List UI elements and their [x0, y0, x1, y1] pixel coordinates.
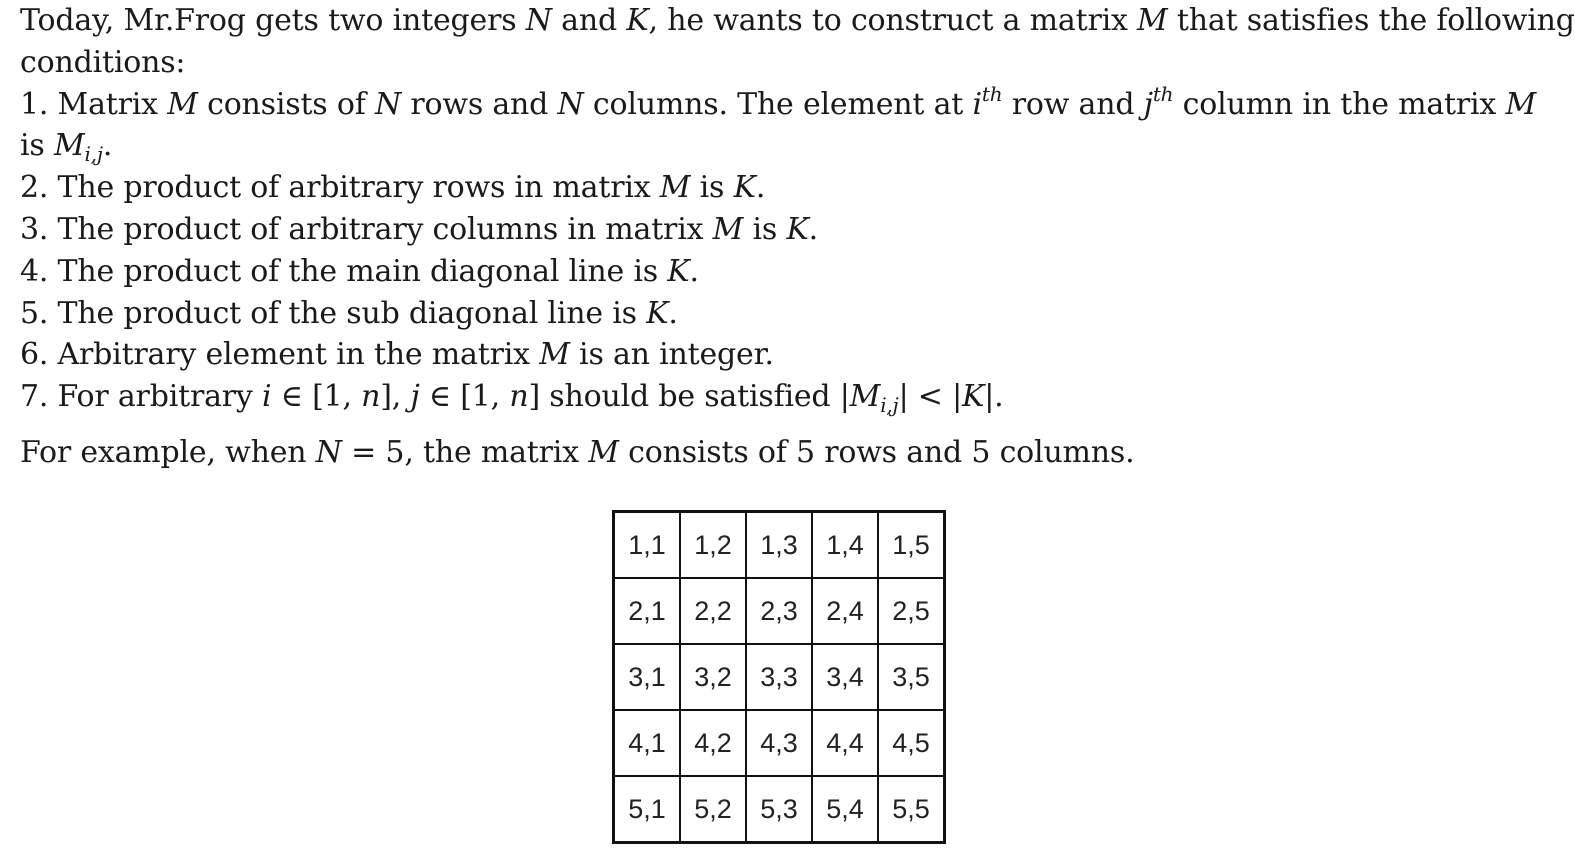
matrix-cell: 5,1	[614, 776, 681, 843]
matrix-cell: 3,2	[680, 644, 746, 710]
condition-text: is	[743, 211, 787, 247]
matrix-cell: 2,2	[680, 578, 746, 644]
var-M: M	[659, 170, 691, 206]
var-M: M	[849, 379, 881, 415]
condition-text: .	[102, 128, 113, 164]
condition-text: columns. The element at	[583, 86, 973, 122]
matrix-row	[614, 644, 945, 710]
condition-text: ∈ [1,	[271, 379, 362, 415]
var-K: K	[667, 253, 690, 289]
var-N: N	[557, 86, 584, 122]
var-N: N	[315, 434, 342, 470]
example-text: For example, when	[20, 434, 316, 470]
matrix-cell: 2,4	[812, 578, 878, 644]
intro-line-1	[20, 0, 1575, 42]
matrix-table	[612, 510, 946, 844]
matrix-cell: 3,4	[812, 644, 878, 710]
condition-text: ∈ [1,	[419, 379, 510, 415]
condition-text: 5. The product of the sub diagonal line is	[20, 295, 647, 331]
condition-text: is an integer.	[569, 337, 774, 373]
var-K: K	[786, 211, 809, 247]
matrix-cell: 1,3	[746, 512, 812, 579]
condition-text: 2. The product of arbitrary rows in matrix	[20, 170, 660, 206]
condition-3	[20, 209, 1560, 251]
condition-text: 3. The product of arbitrary columns in matrix	[20, 211, 713, 247]
matrix-cell: 5,2	[680, 776, 746, 843]
subscript-ij: i,j	[84, 142, 103, 167]
condition-6	[20, 334, 1560, 376]
condition-1-line-1	[20, 81, 1560, 126]
var-N: N	[525, 3, 552, 38]
var-n: n	[509, 379, 529, 415]
condition-text: is	[20, 128, 54, 164]
var-K: K	[733, 170, 756, 206]
var-K: K	[962, 379, 985, 415]
matrix-cell: 2,5	[878, 578, 945, 644]
example-text: = 5, the matrix	[341, 434, 589, 470]
condition-text: .	[689, 253, 699, 289]
matrix-cell: 4,4	[812, 710, 878, 776]
condition-text: 7. For arbitrary	[20, 379, 263, 415]
condition-7	[20, 376, 1560, 418]
var-j: j	[410, 379, 420, 415]
matrix-cell: 1,4	[812, 512, 878, 579]
condition-text: 4. The product of the main diagonal line is	[20, 253, 668, 289]
problem-statement	[20, 0, 1575, 474]
matrix-cell: 5,5	[878, 776, 945, 843]
example-sentence	[20, 432, 1560, 474]
condition-1-line-2	[20, 125, 1560, 167]
condition-text: | < |	[898, 379, 962, 415]
matrix-cell: 4,5	[878, 710, 945, 776]
matrix-cell: 4,2	[680, 710, 746, 776]
matrix-cell: 3,3	[746, 644, 812, 710]
matrix-cell: 4,3	[746, 710, 812, 776]
intro-text: , he wants to construct a matrix	[648, 3, 1138, 38]
condition-4	[20, 251, 1560, 293]
var-M: M	[167, 86, 198, 122]
matrix-cell: 2,1	[614, 578, 681, 644]
var-M: M	[712, 211, 744, 247]
var-M: M	[539, 337, 570, 373]
matrix-row	[614, 776, 945, 843]
matrix-cell: 5,4	[812, 776, 878, 843]
intro-text: Today, Mr.Frog gets two integers	[20, 3, 526, 38]
var-M: M	[53, 128, 85, 164]
condition-2	[20, 167, 1560, 209]
matrix-cell: 1,1	[614, 512, 681, 579]
condition-text: is	[690, 170, 734, 206]
matrix-cell: 2,3	[746, 578, 812, 644]
matrix-row	[614, 710, 945, 776]
intro-text: and	[551, 3, 627, 38]
condition-text: consists of	[197, 86, 375, 122]
var-M: M	[1137, 3, 1168, 38]
condition-text: .	[668, 295, 678, 331]
example-matrix	[612, 510, 946, 844]
example-text: consists of 5 rows and 5 columns.	[618, 434, 1135, 470]
matrix-cell: 1,5	[878, 512, 945, 579]
matrix-cell: 4,1	[614, 710, 681, 776]
condition-text: 1. Matrix	[20, 86, 168, 122]
condition-text: 6. Arbitrary element in the matrix	[20, 337, 540, 373]
condition-text: .	[808, 211, 819, 247]
var-i: i	[262, 379, 272, 415]
matrix-cell: 3,5	[878, 644, 945, 710]
condition-text: rows and	[401, 86, 558, 122]
matrix-cell: 1,2	[680, 512, 746, 579]
matrix-row	[614, 512, 945, 579]
superscript-th: th	[981, 81, 1003, 106]
var-M: M	[1505, 86, 1536, 122]
matrix-row	[614, 578, 945, 644]
var-n: n	[361, 379, 381, 415]
intro-line-2: conditions:	[20, 44, 186, 80]
condition-text: row and	[1002, 86, 1144, 122]
condition-text: .	[755, 170, 766, 206]
condition-text: ] should be satisfied |	[528, 379, 850, 415]
var-M: M	[588, 434, 619, 470]
condition-text: column in the matrix	[1173, 86, 1506, 122]
var-K: K	[626, 3, 649, 38]
subscript-ij: i,j	[880, 393, 899, 418]
matrix-cell: 3,1	[614, 644, 681, 710]
var-K: K	[646, 295, 669, 331]
condition-5	[20, 293, 1560, 335]
intro-text: that satisfies the following	[1167, 3, 1575, 38]
matrix-cell: 5,3	[746, 776, 812, 843]
var-i: i	[972, 86, 982, 122]
superscript-th: th	[1152, 81, 1174, 106]
var-N: N	[374, 86, 402, 122]
condition-text: |.	[984, 379, 1004, 415]
condition-text: ],	[380, 379, 411, 415]
var-j: j	[1143, 86, 1153, 122]
